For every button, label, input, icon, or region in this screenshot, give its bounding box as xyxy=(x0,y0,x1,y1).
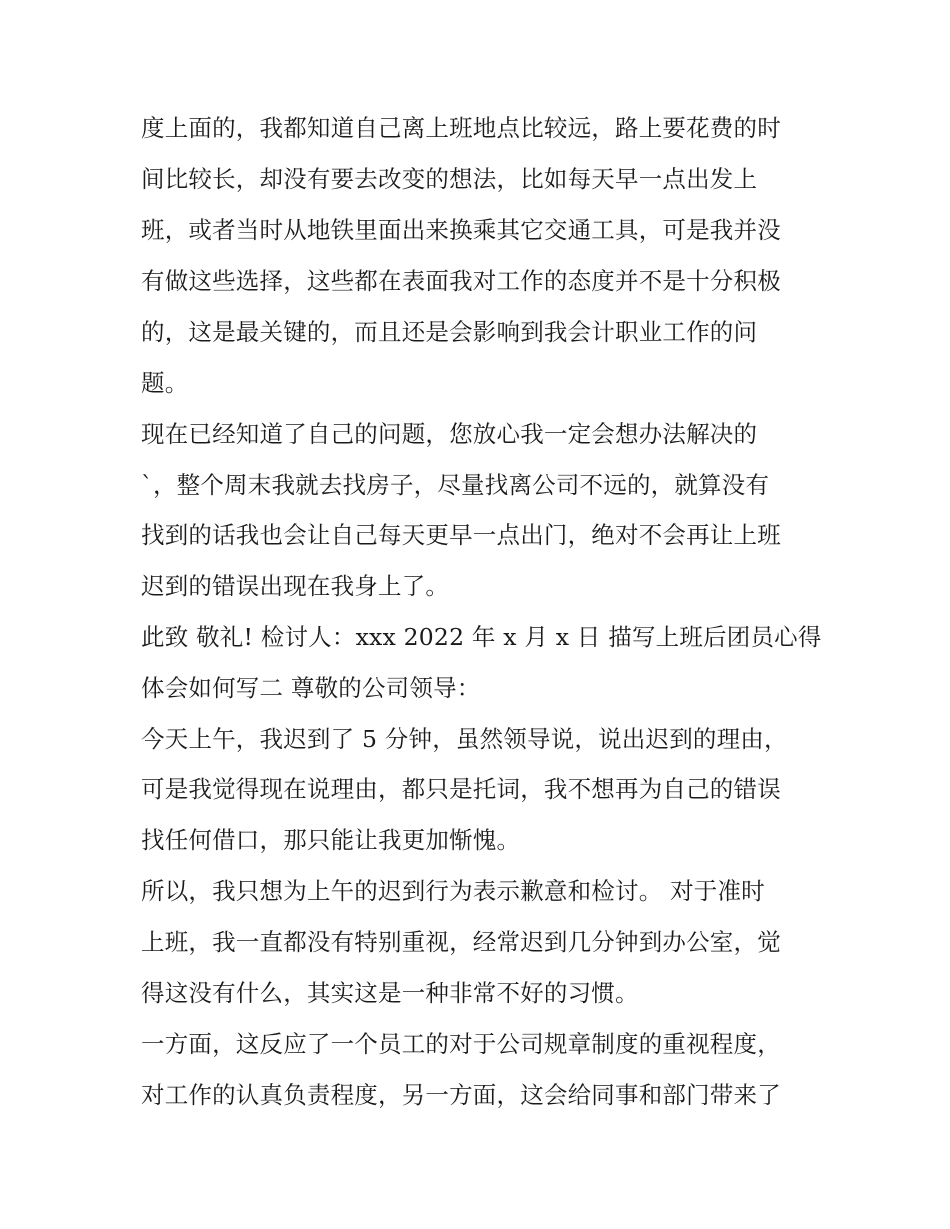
text-line: 体会如何写二 尊敬的公司领导： xyxy=(141,674,481,702)
text-line: 迟到的错误出现在我身上了。 xyxy=(141,572,450,600)
text-line: 间比较长，却没有要去改变的想法，比如每天早一点出发上 xyxy=(141,165,758,193)
text-line: 一方面，这反应了一个员工的对于公司规章制度的重视程度， xyxy=(141,1030,781,1058)
text-line: 今天上午，我迟到了 5 分钟，虽然领导说，说出迟到的理由， xyxy=(141,725,788,753)
text-line: 找到的话我也会让自己每天更早一点出门，绝对不会再让上班 xyxy=(141,521,781,549)
text-line: 题。 xyxy=(141,369,189,397)
text-line: 对工作的认真负责程度，另一方面，这会给同事和部门带来了 xyxy=(141,1081,781,1109)
text-line: 有做这些选择，这些都在表面我对工作的态度并不是十分积极 xyxy=(141,267,781,295)
text-line: 所以，我只想为上午的迟到行为表示歉意和检讨。 对于准时 xyxy=(141,877,765,905)
text-line: 的，这是最关键的，而且还是会影响到我会计职业工作的问 xyxy=(141,318,758,346)
text-line: 可是我觉得现在说理由，都只是托词，我不想再为自己的错误 xyxy=(141,775,781,803)
text-line: 现在已经知道了自己的问题，您放心我一定会想办法解决的 xyxy=(141,420,758,448)
text-line: 此致 敬礼! 检讨人：xxx 2022 年 x 月 x 日 描写上班后团员心得 xyxy=(141,623,822,651)
text-line: 班，或者当时从地铁里面出来换乘其它交通工具，可是我并没 xyxy=(141,216,781,244)
text-line: `，整个周末我就去找房子，尽量找离公司不远的，就算没有 xyxy=(141,471,770,499)
text-line: 找任何借口，那只能让我更加惭愧。 xyxy=(141,826,521,854)
text-line: 度上面的，我都知道自己离上班地点比较远，路上要花费的时 xyxy=(141,114,781,142)
text-line: 得这没有什么，其实这是一种非常不好的习惯。 xyxy=(141,979,639,1007)
text-line: 上班，我一直都没有特别重视，经常迟到几分钟到办公室，觉 xyxy=(141,928,781,956)
